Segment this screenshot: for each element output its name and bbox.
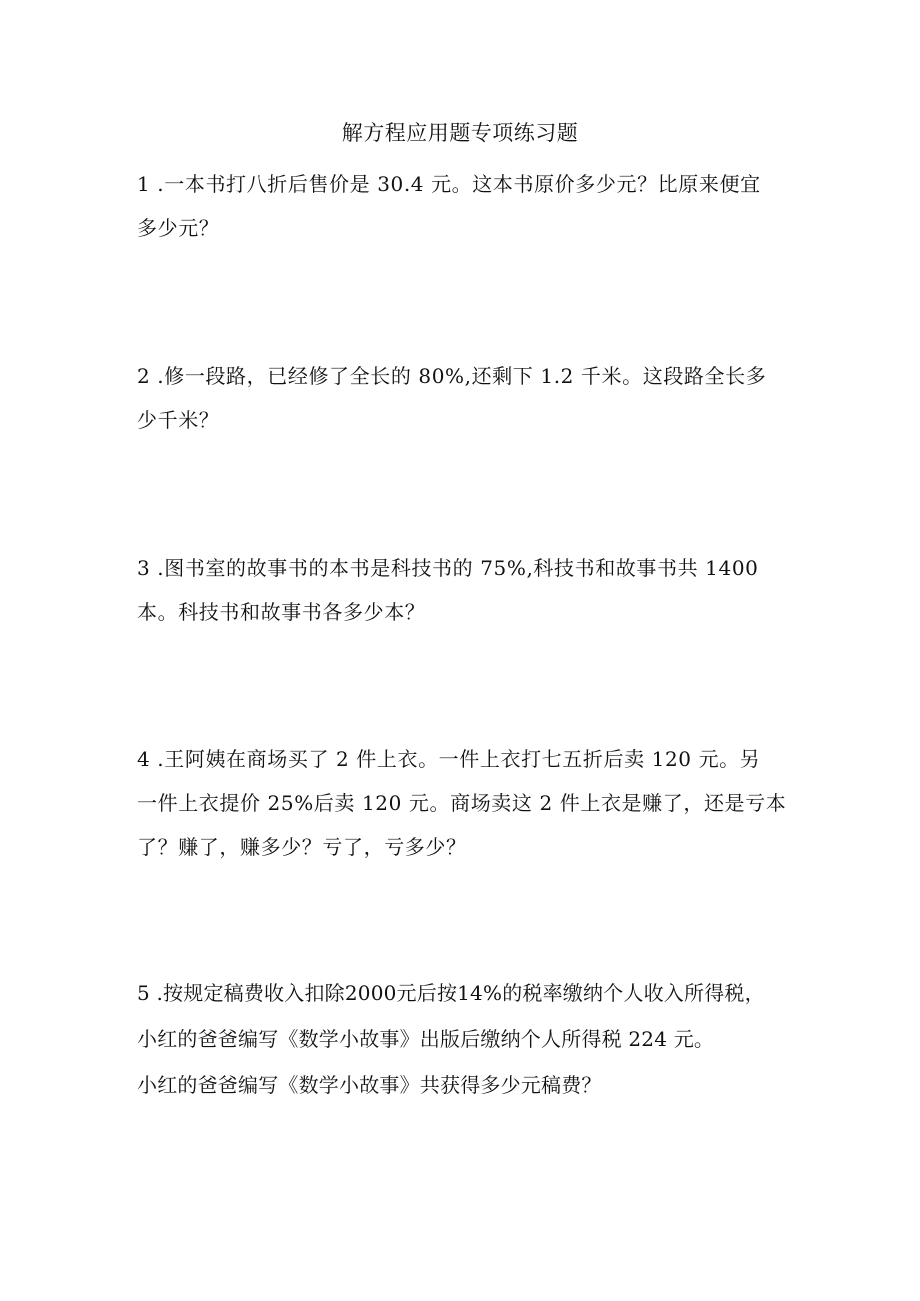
- question-3: [137, 546, 797, 634]
- question-line: 小红的爸爸编写《数学小故事》出版后缴纳个人所得税 224 元。: [137, 1027, 715, 1051]
- question-4: [137, 737, 797, 869]
- question-line: 1 .一本书打八折后售价是 30.4 元。这本书原价多少元？比原来便宜: [137, 172, 761, 196]
- question-line: 3 .图书室的故事书的本书是科技书的 75%,科技书和故事书共 1400: [137, 556, 759, 580]
- question-1: [137, 162, 797, 250]
- question-line: 多少元？: [137, 216, 220, 240]
- question-line: 小红的爸爸编写《数学小故事》共获得多少元稿费？: [137, 1073, 602, 1097]
- question-line: 一件上衣提价 25%后卖 120 元。商场卖这 2 件上衣是赚了，还是亏本: [137, 791, 787, 815]
- question-line: 2 .修一段路，已经修了全长的 80%,还剩下 1.2 千米。这段路全长多: [137, 364, 767, 388]
- question-line: 4 .王阿姨在商场买了 2 件上衣。一件上衣打七五折后卖 120 元。另: [137, 747, 761, 771]
- question-2: [137, 354, 797, 442]
- question-line: 本。科技书和故事书各多少本？: [137, 600, 426, 624]
- question-line: 5 .按规定稿费收入扣除2000元后按14%的税率缴纳个人收入所得税，: [137, 981, 765, 1005]
- question-line: 少千米？: [137, 408, 220, 432]
- question-5: [137, 970, 797, 1108]
- document-title: 解方程应用题专项练习题: [341, 121, 579, 145]
- question-line: 了？赚了，赚多少？亏了，亏多少？: [137, 835, 467, 859]
